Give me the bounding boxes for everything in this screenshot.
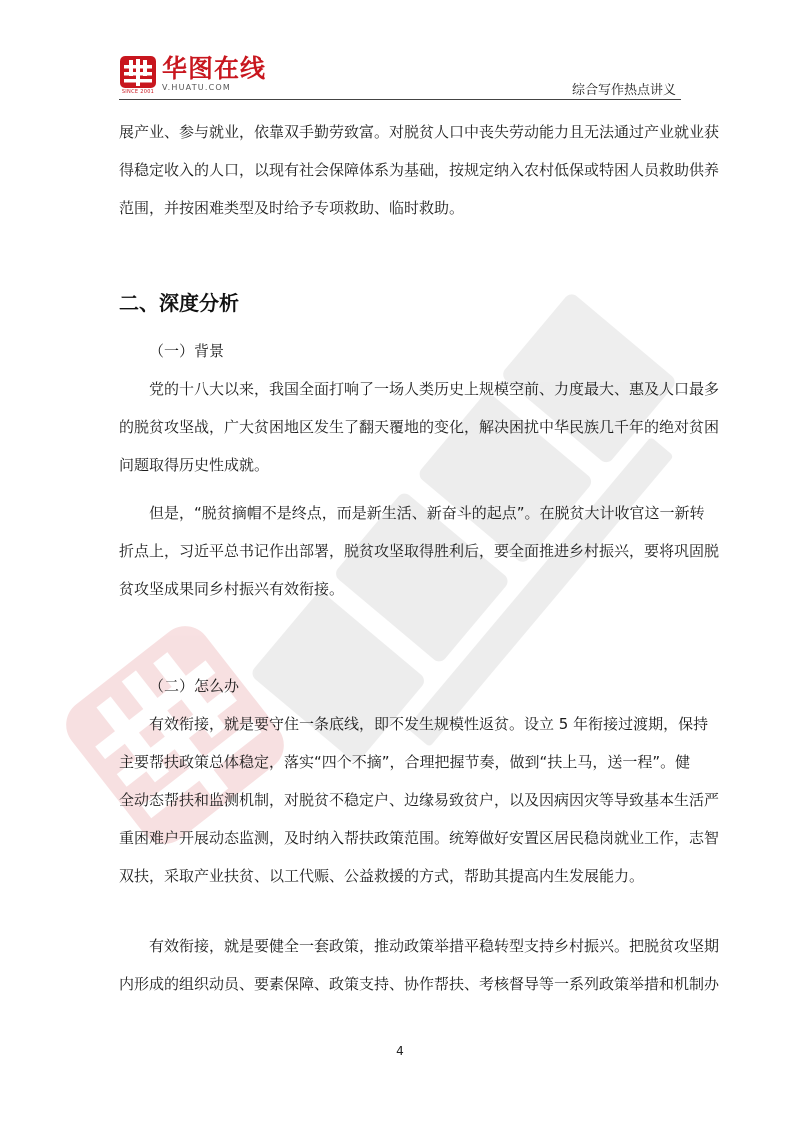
background-section	[119, 332, 720, 608]
text-line: 内形成的组织动员、要素保障、政策支持、协作帮扶、考核督导等一系列政策举措和机制办	[119, 975, 720, 993]
section-heading: 二、深度分析	[119, 291, 239, 315]
document-title: 综合写作热点讲义	[571, 83, 676, 98]
text-line: 有效衔接，就是要健全一套政策，推动政策举措平稳转型支持乡村振兴。把脱贫攻坚期	[149, 937, 720, 955]
text-line: 贫攻坚成果同乡村振兴有效衔接。	[119, 580, 345, 598]
text-line: 双扶，采取产业扶贫、以工代赈、公益救援的方式，帮助其提高内生发展能力。	[119, 867, 645, 885]
text-line: 主要帮扶政策总体稳定，落实“四个不摘”，合理把握节奏，做到“扶上马，送一程”。健	[119, 753, 691, 771]
text-line: 党的十八大以来，我国全面打响了一场人类历史上规模空前、力度最大、惠及人口最多	[149, 380, 720, 398]
header-divider	[119, 99, 681, 100]
page-number: 4	[396, 1044, 404, 1058]
logo-wordmark: 华图在线	[162, 54, 267, 83]
text-line: 全动态帮扶和监测机制，对脱贫不稳定户、边缘易致贫户，以及因病因灾等导致基本生活严	[119, 791, 720, 809]
intro-paragraph	[119, 113, 720, 227]
brand-logo	[120, 56, 266, 98]
text-line: 展产业、参与就业，依靠双手勤劳致富。对脱贫人口中丧失劳动能力且无法通过产业就业获	[119, 123, 720, 141]
subheading-howto: （二）怎么办	[149, 677, 240, 695]
text-line: 有效衔接，就是要守住一条底线，即不发生规模性返贫。设立 5 年衔接过渡期，保持	[149, 715, 709, 733]
text-line: 范围，并按困难类型及时给予专项救助、临时救助。	[119, 199, 465, 217]
text-line: 的脱贫攻坚战，广大贫困地区发生了翻天覆地的变化，解决困扰中华民族几千年的绝对贫困	[119, 418, 720, 436]
huatu-logo-icon	[120, 56, 156, 92]
text-line: 但是，“脱贫摘帽不是终点，而是新生活、新奋斗的起点”。在脱贫大计收官这一新转	[149, 504, 705, 522]
logo-url: V.HUATU.COM	[162, 83, 231, 92]
logo-since: SINCE 2001	[121, 89, 155, 95]
howto-section	[119, 667, 720, 1003]
text-line: 折点上，习近平总书记作出部署，脱贫攻坚取得胜利后，要全面推进乡村振兴，要将巩固脱	[119, 542, 720, 560]
text-line: 问题取得历史性成就。	[119, 456, 270, 474]
subheading-background: （一）背景	[149, 342, 225, 360]
text-line: 重困难户开展动态监测，及时纳入帮扶政策范围。统筹做好安置区居民稳岗就业工作，志智	[119, 829, 720, 847]
text-line: 得稳定收入的人口，以现有社会保障体系为基础，按规定纳入农村低保或特困人员救助供养	[119, 161, 720, 179]
